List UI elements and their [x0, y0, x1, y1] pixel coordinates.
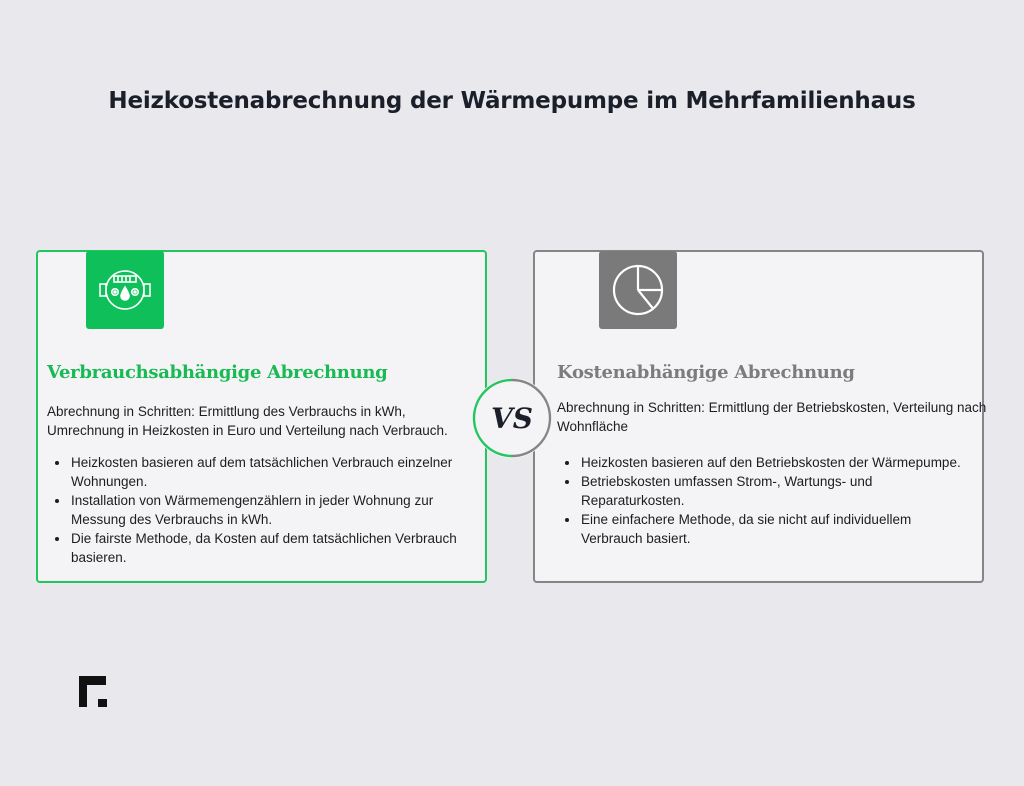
list-item: • Installation von Wärmemengenzählern in jeder Wohnung zur Messung des Verbrauchs in kWh. [70, 491, 477, 529]
list-item: • Heizkosten basieren auf dem tatsächlichen Verbrauch einzelner Wohnungen. [70, 453, 477, 491]
list-item: • Die fairste Methode, da Kosten auf dem tatsächlichen Verbrauch basieren. [70, 529, 477, 567]
brand-logo-icon [79, 676, 109, 713]
vs-label: VS [491, 401, 533, 435]
page-title: Heizkostenabrechnung der Wärmepumpe im Mehrfamilienhaus [108, 88, 916, 114]
list-item: • Betriebskosten umfassen Strom-, Wartungs- und Reparaturkosten. [580, 472, 972, 510]
card-heading: Verbrauchsabhängige Abrechnung [47, 362, 388, 383]
bullet-list [557, 453, 972, 548]
consumption-based-card [36, 250, 487, 583]
heat-meter-icon [86, 251, 164, 329]
list-item: • Heizkosten basieren auf den Betriebskosten der Wärmepumpe. [580, 453, 972, 472]
pie-chart-icon [599, 251, 677, 329]
card-intro: Abrechnung in Schritten: Ermittlung des Verbrauchs in kWh, Umrechnung in Heizkosten in Euro und Verteilung nach Verbrauch. [47, 404, 448, 438]
list-item: • Eine einfachere Methode, da sie nicht auf individuellem Verbrauch basiert. [580, 510, 972, 548]
cost-based-card [533, 250, 987, 583]
card-heading: Kostenabhängige Abrechnung [557, 362, 855, 383]
card-intro: Abrechnung in Schritten: Ermittlung der Betriebskosten, Verteilung nach Wohnfläche [557, 400, 987, 434]
vs-badge [472, 378, 552, 458]
bullet-list [47, 453, 477, 567]
